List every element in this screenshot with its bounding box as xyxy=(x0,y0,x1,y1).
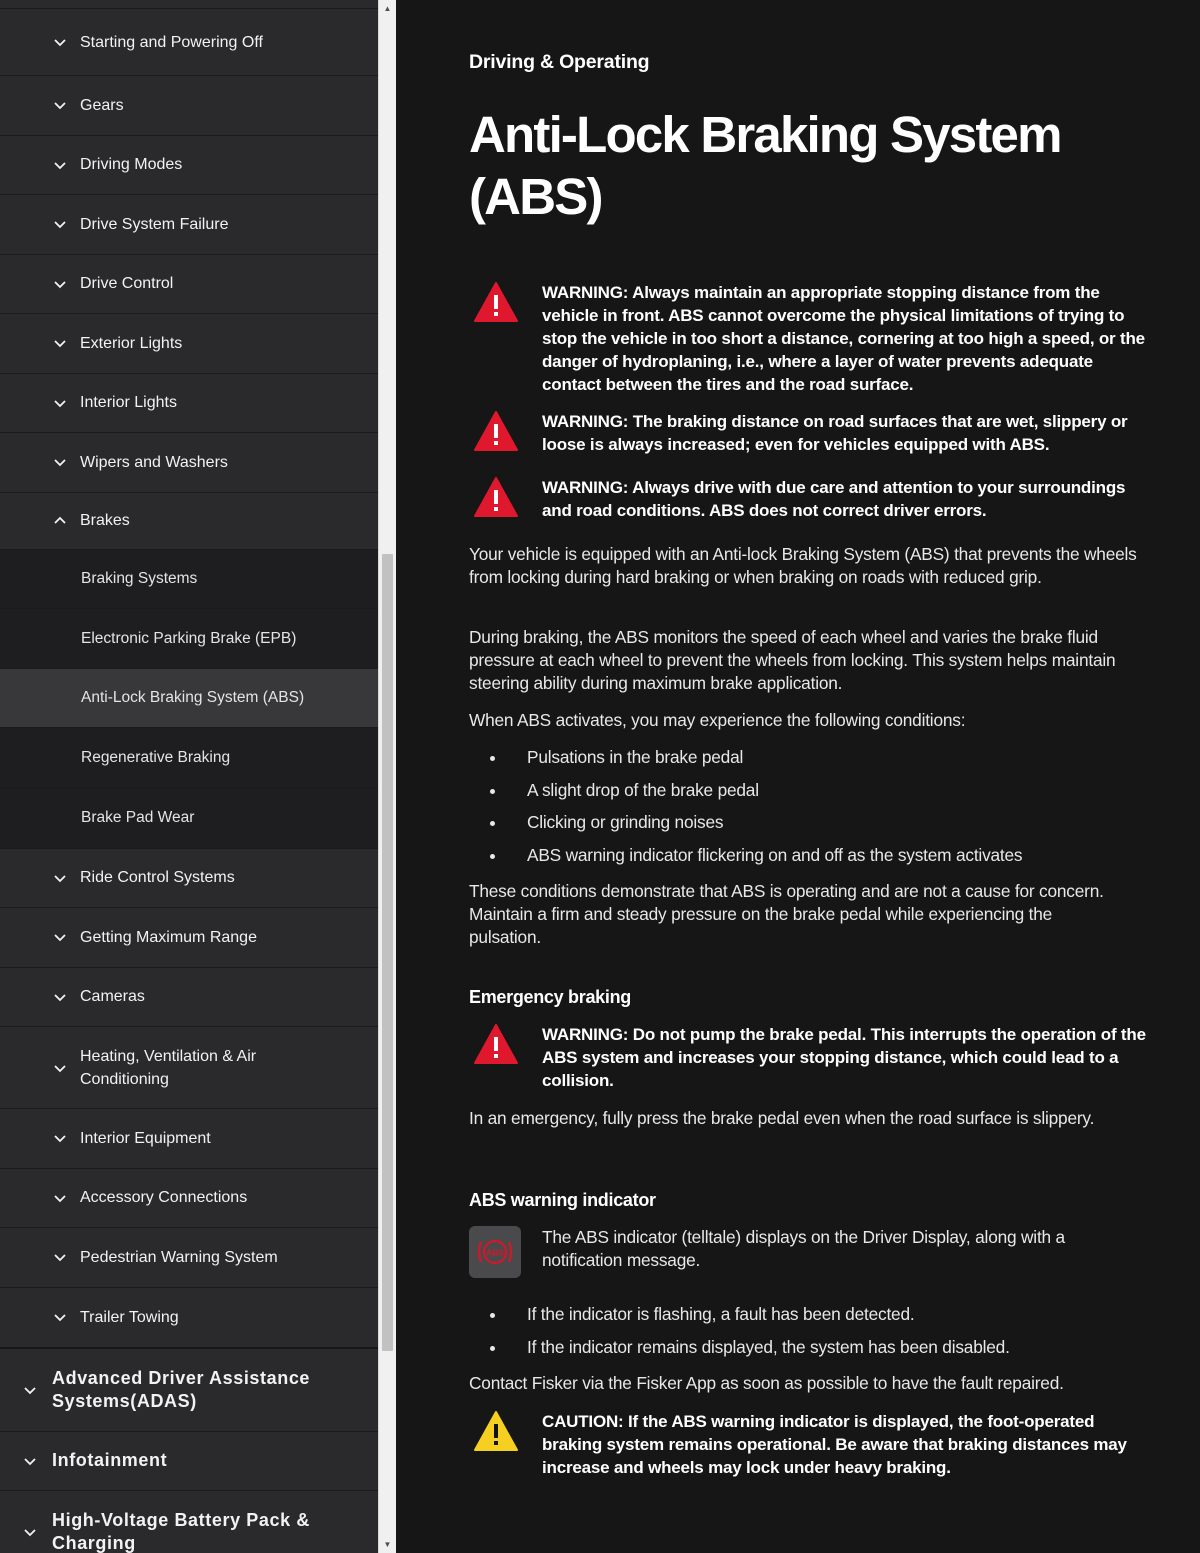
warning-text: WARNING: Always maintain an appropriate stopping distance from the vehicle in front. ABS cannot overcome the physical limitations of trying to stop the vehicle in too short a distance, cornering at too high a speed, or the danger of hydroplaning, i.e., where a layer of water prevents adequate contact between the tires and the road surface. xyxy=(542,283,1145,394)
conditions-list xyxy=(469,746,1149,876)
sidebar-item-trailer[interactable] xyxy=(0,1288,378,1349)
sidebar-subitem-label: Braking Systems xyxy=(81,570,198,588)
sidebar-subitem-label: Anti-Lock Braking System (ABS) xyxy=(81,689,305,707)
body-paragraph: These conditions demonstrate that ABS is operating and are not a cause for concern. Maintain a firm and steady pressure on the brake pedal while experiencing the pulsation. xyxy=(469,881,1104,947)
chevron-down-icon xyxy=(52,1309,68,1325)
chevron-down-icon xyxy=(52,454,68,470)
sidebar-item-ride-control[interactable] xyxy=(0,849,378,909)
svg-text:ABS: ABS xyxy=(486,1247,504,1258)
chevron-down-icon xyxy=(52,157,68,173)
sidebar-item-hvac[interactable] xyxy=(0,1027,378,1109)
chevron-down-icon xyxy=(52,929,68,945)
sidebar-item-starting[interactable] xyxy=(0,8,378,76)
section-label: Driving & Operating xyxy=(469,51,650,73)
caution-text: CAUTION: If the ABS warning indicator is displayed, the foot-operated braking system remains operational. Be aware that braking distances may increase and wheels may lock under heavy braking. xyxy=(542,1412,1127,1477)
sidebar-section-label: Infotainment xyxy=(52,1450,168,1471)
warning-text: WARNING: Always drive with due care and attention to your surroundings and road conditions. ABS does not correct driver errors. xyxy=(542,478,1126,520)
sidebar-item-wipers[interactable] xyxy=(0,433,378,493)
sidebar-item-drive-system-failure[interactable] xyxy=(0,195,378,255)
sidebar-item-label: Pedestrian Warning System xyxy=(80,1248,278,1266)
chevron-down-icon xyxy=(52,335,68,351)
warning-block xyxy=(469,476,1149,523)
scroll-up-arrow-icon[interactable]: ▲ xyxy=(383,4,392,13)
sidebar-section-label: Advanced Driver Assistance Systems(ADAS) xyxy=(52,1367,311,1411)
list-item: ABS warning indicator flickering on and off as the system activates xyxy=(469,844,1149,867)
sidebar-item-label: Exterior Lights xyxy=(80,334,183,352)
sidebar-item-label: Starting and Powering Off xyxy=(80,33,263,51)
chevron-down-icon xyxy=(52,34,68,50)
chevron-down-icon xyxy=(52,276,68,292)
scroll-down-arrow-icon[interactable]: ▼ xyxy=(383,1540,392,1549)
scrollbar-thumb[interactable] xyxy=(382,554,393,1351)
sidebar-item-pedestrian[interactable] xyxy=(0,1228,378,1288)
page-title: Anti-Lock Braking System (ABS) xyxy=(469,106,1061,225)
chevron-down-icon xyxy=(52,1249,68,1265)
chevron-down-icon xyxy=(52,97,68,113)
indicator-icon-wrap xyxy=(469,1226,542,1278)
sidebar-subitem-epb[interactable] xyxy=(0,609,378,669)
sidebar-subitem-abs[interactable] xyxy=(0,669,378,729)
sidebar-subitem-braking-systems[interactable] xyxy=(0,550,378,610)
sidebar-item-label: Heating, Ventilation & Air Conditioning xyxy=(80,1047,257,1088)
indicator-heading: ABS warning indicator xyxy=(469,1190,656,1210)
body-paragraph: When ABS activates, you may experience the following conditions: xyxy=(469,710,966,730)
sidebar-item-driving-modes[interactable] xyxy=(0,136,378,196)
chevron-down-icon xyxy=(52,1130,68,1146)
warning-text: WARNING: The braking distance on road surfaces that are wet, slippery or loose is always increased; even for vehicles equipped with ABS. xyxy=(542,412,1128,454)
list-item: A slight drop of the brake pedal xyxy=(469,779,1149,802)
sidebar-section-adas[interactable] xyxy=(0,1349,378,1432)
list-item: Clicking or grinding noises xyxy=(469,811,1149,834)
warning-block xyxy=(469,1023,1149,1092)
sidebar-item-interior-lights[interactable] xyxy=(0,374,378,434)
sidebar-subitem-label: Electronic Parking Brake (EPB) xyxy=(81,629,297,647)
body-paragraph: Contact Fisker via the Fisker App as soon as possible to have the fault repaired. xyxy=(469,1373,1064,1393)
sidebar-section-hv-battery[interactable] xyxy=(0,1491,378,1553)
chevron-down-icon xyxy=(52,1060,68,1076)
sidebar-item-label: Ride Control Systems xyxy=(80,869,235,887)
warning-block xyxy=(469,410,1149,457)
list-item: If the indicator remains displayed, the system has been disabled. xyxy=(469,1336,1149,1359)
indicator-block xyxy=(469,1226,1149,1278)
sidebar-item-label: Gears xyxy=(80,96,124,114)
main-content xyxy=(396,0,1200,1553)
chevron-down-icon xyxy=(22,1382,38,1398)
sidebar-section-infotainment[interactable] xyxy=(0,1432,378,1492)
sidebar-item-accessory[interactable] xyxy=(0,1169,378,1229)
body-paragraph: In an emergency, fully press the brake pedal even when the road surface is slippery. xyxy=(469,1108,1095,1128)
body-paragraph: During braking, the ABS monitors the speed of each wheel and varies the brake fluid pressure at each wheel to prevent the wheels from locking. This system helps maintain steering ability during maximum brake application. xyxy=(469,627,1116,693)
list-item: Pulsations in the brake pedal xyxy=(469,746,1149,769)
sidebar-scrollbar[interactable] xyxy=(378,0,396,1553)
sidebar-item-label: Wipers and Washers xyxy=(80,453,228,471)
caution-block xyxy=(469,1410,1149,1479)
body-paragraph: Your vehicle is equipped with an Anti-lock Braking System (ABS) that prevents the wheels from locking during hard braking or when braking on roads with reduced grip. xyxy=(469,544,1137,587)
sidebar-section-label: High-Voltage Battery Pack & Charging xyxy=(52,1510,310,1553)
sidebar-subitem-label: Regenerative Braking xyxy=(81,748,231,766)
chevron-down-icon xyxy=(52,216,68,232)
warning-text: WARNING: Do not pump the brake pedal. This interrupts the operation of the ABS system and increases your stopping distance, which could lead to a collision. xyxy=(542,1025,1146,1090)
sidebar-item-label: Trailer Towing xyxy=(80,1308,179,1326)
sidebar-item-gears[interactable] xyxy=(0,76,378,136)
warning-block xyxy=(469,281,1149,396)
warning-triangle-icon xyxy=(469,1023,542,1092)
sidebar-item-interior-equipment[interactable] xyxy=(0,1109,378,1169)
sidebar-item-label: Interior Lights xyxy=(80,394,177,412)
warning-triangle-icon xyxy=(469,410,542,457)
sidebar-subitem-label: Brake Pad Wear xyxy=(81,809,195,826)
chevron-down-icon xyxy=(22,1453,38,1469)
sidebar-item-label: Interior Equipment xyxy=(80,1129,211,1147)
caution-triangle-icon xyxy=(469,1410,542,1479)
chevron-down-icon xyxy=(52,1190,68,1206)
sidebar-item-label: Accessory Connections xyxy=(80,1189,248,1207)
sidebar-item-label: Drive Control xyxy=(80,275,174,293)
indicator-text: The ABS indicator (telltale) displays on the Driver Display, along with a notification message. xyxy=(542,1227,1065,1270)
chevron-down-icon xyxy=(52,870,68,886)
sidebar-item-label: Driving Modes xyxy=(80,156,183,174)
sidebar-subitem-brake-pad[interactable] xyxy=(0,788,378,849)
indicator-list xyxy=(469,1303,1149,1368)
sidebar-item-label: Brakes xyxy=(80,512,130,529)
chevron-down-icon xyxy=(52,395,68,411)
warning-triangle-icon xyxy=(469,281,542,396)
sidebar-item-label: Cameras xyxy=(80,988,145,1006)
sidebar-item-drive-control[interactable] xyxy=(0,255,378,315)
sidebar-item-max-range[interactable] xyxy=(0,908,378,968)
sidebar-item-brakes[interactable] xyxy=(0,493,378,550)
sidebar-item-label: Getting Maximum Range xyxy=(80,928,257,946)
sidebar-subitem-regenerative[interactable] xyxy=(0,728,378,788)
sidebar-item-cameras[interactable] xyxy=(0,968,378,1028)
chevron-down-icon xyxy=(22,1524,38,1540)
sidebar-item-label: Drive System Failure xyxy=(80,215,229,233)
chevron-down-icon xyxy=(52,989,68,1005)
chevron-up-icon xyxy=(52,513,68,529)
sidebar-nav xyxy=(0,0,378,1553)
emergency-heading: Emergency braking xyxy=(469,987,631,1007)
warning-triangle-icon xyxy=(469,476,542,523)
abs-telltale-icon xyxy=(469,1226,521,1278)
sidebar-item-exterior-lights[interactable] xyxy=(0,314,378,374)
list-item: If the indicator is flashing, a fault has been detected. xyxy=(469,1303,1149,1326)
